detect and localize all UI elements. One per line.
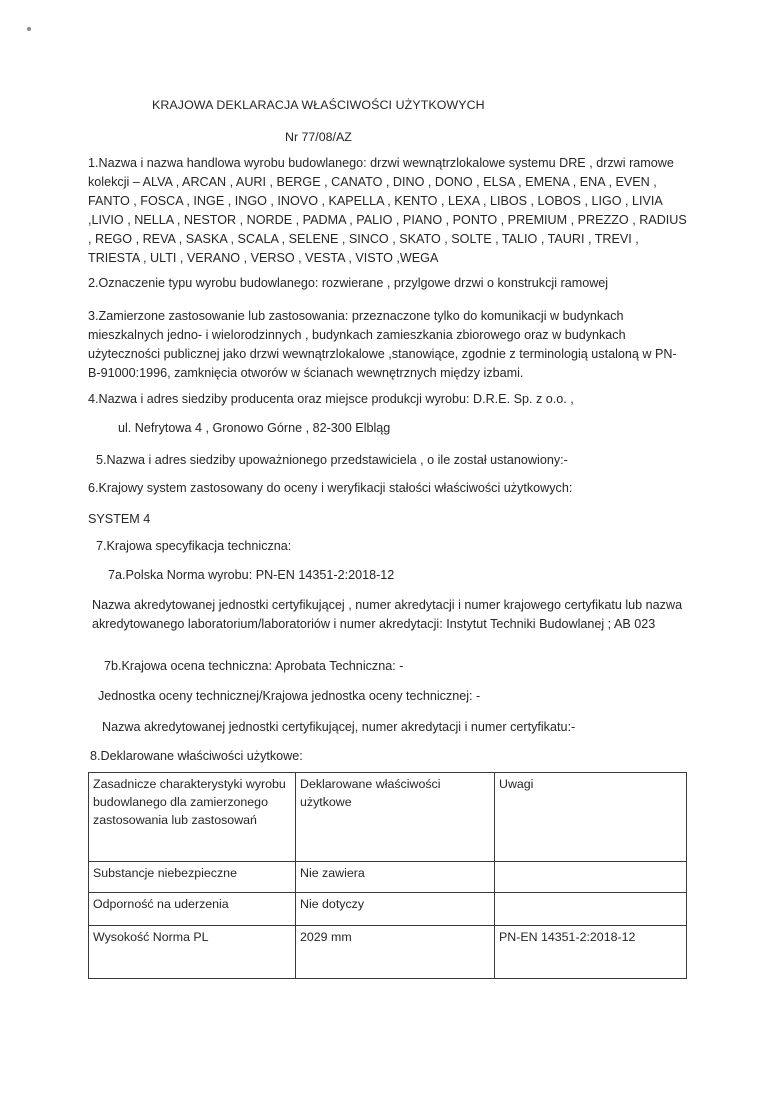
section-3-intended-use: 3.Zamierzone zastosowanie lub zastosowania: przeznaczone tylko do komunikacji w budynkach mieszkalnych jedno- i wielorodzinnych , budynkach zamieszkania zbiorowego oraz w budynkach użyteczności publicznej jako drzwi wewnątrzlokalowe ,stanowiące, zgodnie z terminologią ustaloną w PN-B-91000:1996, zamknięcia otworów w ścianach wewnętrznych między izbami.: [88, 309, 677, 380]
table-cell: Wysokość Norma PL: [89, 926, 296, 979]
declared-properties-table: [88, 772, 687, 979]
section-7b-certificate: Nazwa akredytowanej jednostki certyfikującej, numer akredytacji i numer certyfikatu:-: [102, 720, 576, 734]
section-6-system-value: SYSTEM 4: [88, 512, 151, 526]
section-4-address: ul. Nefrytowa 4 , Gronowo Górne , 82-300 Elbląg: [118, 421, 391, 435]
section-7b-assessment: 7b.Krajowa ocena techniczna: Aprobata Techniczna: -: [104, 659, 404, 673]
table-cell: [495, 862, 687, 893]
table-header-cell: Deklarowane właściwości użytkowe: [296, 773, 495, 862]
section-7a-norm: 7a.Polska Norma wyrobu: PN-EN 14351-2:2018-12: [108, 568, 395, 582]
table-cell: Substancje niebezpieczne: [89, 862, 296, 893]
table-header-cell: Zasadnicze charakterystyki wyrobu budowlanego dla zamierzonego zastosowania lub zastosowań: [89, 773, 296, 862]
section-6-system: 6.Krajowy system zastosowany do oceny i weryfikacji stałości właściwości użytkowych:: [88, 481, 573, 495]
table-cell: PN-EN 14351-2:2018-12: [495, 926, 687, 979]
table-cell: 2029 mm: [296, 926, 495, 979]
section-5-representative: 5.Nazwa i adres siedziby upoważnionego przedstawiciela , o ile został ustanowiony:-: [96, 453, 568, 467]
section-2-product-type: 2.Oznaczenie typu wyrobu budowlanego: rozwierane , przylgowe drzwi o konstrukcji ramowej: [88, 276, 609, 290]
section-1-product-name: 1.Nazwa i nazwa handlowa wyrobu budowlanego: drzwi wewnątrzlokalowe systemu DRE , drzwi ramowe kolekcji – ALVA , ARCAN , AURI , BERGE , CANATO , DINO , DONO , ELSA , EMENA , ENA , EVEN , FANTO , FOSCA , INGE , INGO , INOVO , KAPELLA , KENTO , LEXA , LIBOS , LOBOS , LIGO , LIVIA ,LIVIO , NELLA , NESTOR , NORDE , PADMA , PALIO , PIANO , PONTO , PREMIUM , PREZZO , RADIUS , REGO , REVA , SASKA , SCALA , SELENE , SINCO , SKATO , SOLTE , TALIO , TAURI , TREVI , TRIESTA , ULTI , VERANO , VERSO , VESTA , VISTO ,WEGA: [88, 156, 687, 265]
table-cell: Nie dotyczy: [296, 893, 495, 926]
document-title: KRAJOWA DEKLARACJA WŁAŚCIWOŚCI UŻYTKOWYCH: [152, 98, 485, 112]
scan-speck: [27, 27, 31, 31]
table-header-cell: Uwagi: [495, 773, 687, 862]
section-7-spec: 7.Krajowa specyfikacja techniczna:: [96, 539, 292, 553]
table-cell: [495, 893, 687, 926]
table-cell: Nie zawiera: [296, 862, 495, 893]
table-cell: Odporność na uderzenia: [89, 893, 296, 926]
table-row: [89, 893, 687, 926]
table-row: [89, 926, 687, 979]
table-header-row: [89, 773, 687, 862]
table-row: [89, 862, 687, 893]
section-4-manufacturer: 4.Nazwa i adres siedziby producenta oraz miejsce produkcji wyrobu: D.R.E. Sp. z o.o. ,: [88, 392, 574, 406]
section-7b-unit: Jednostka oceny technicznej/Krajowa jednostka oceny technicznej: -: [98, 689, 481, 703]
section-8-declared: 8.Deklarowane właściwości użytkowe:: [90, 749, 303, 763]
document-number: Nr 77/08/AZ: [285, 130, 352, 144]
section-7a-body: Nazwa akredytowanej jednostki certyfikującej , numer akredytacji i numer krajowego certyfikatu lub nazwa akredytowanego laboratorium/laboratoriów i numer akredytacji: Instytut Techniki Budowlanej ; AB 023: [92, 598, 683, 631]
